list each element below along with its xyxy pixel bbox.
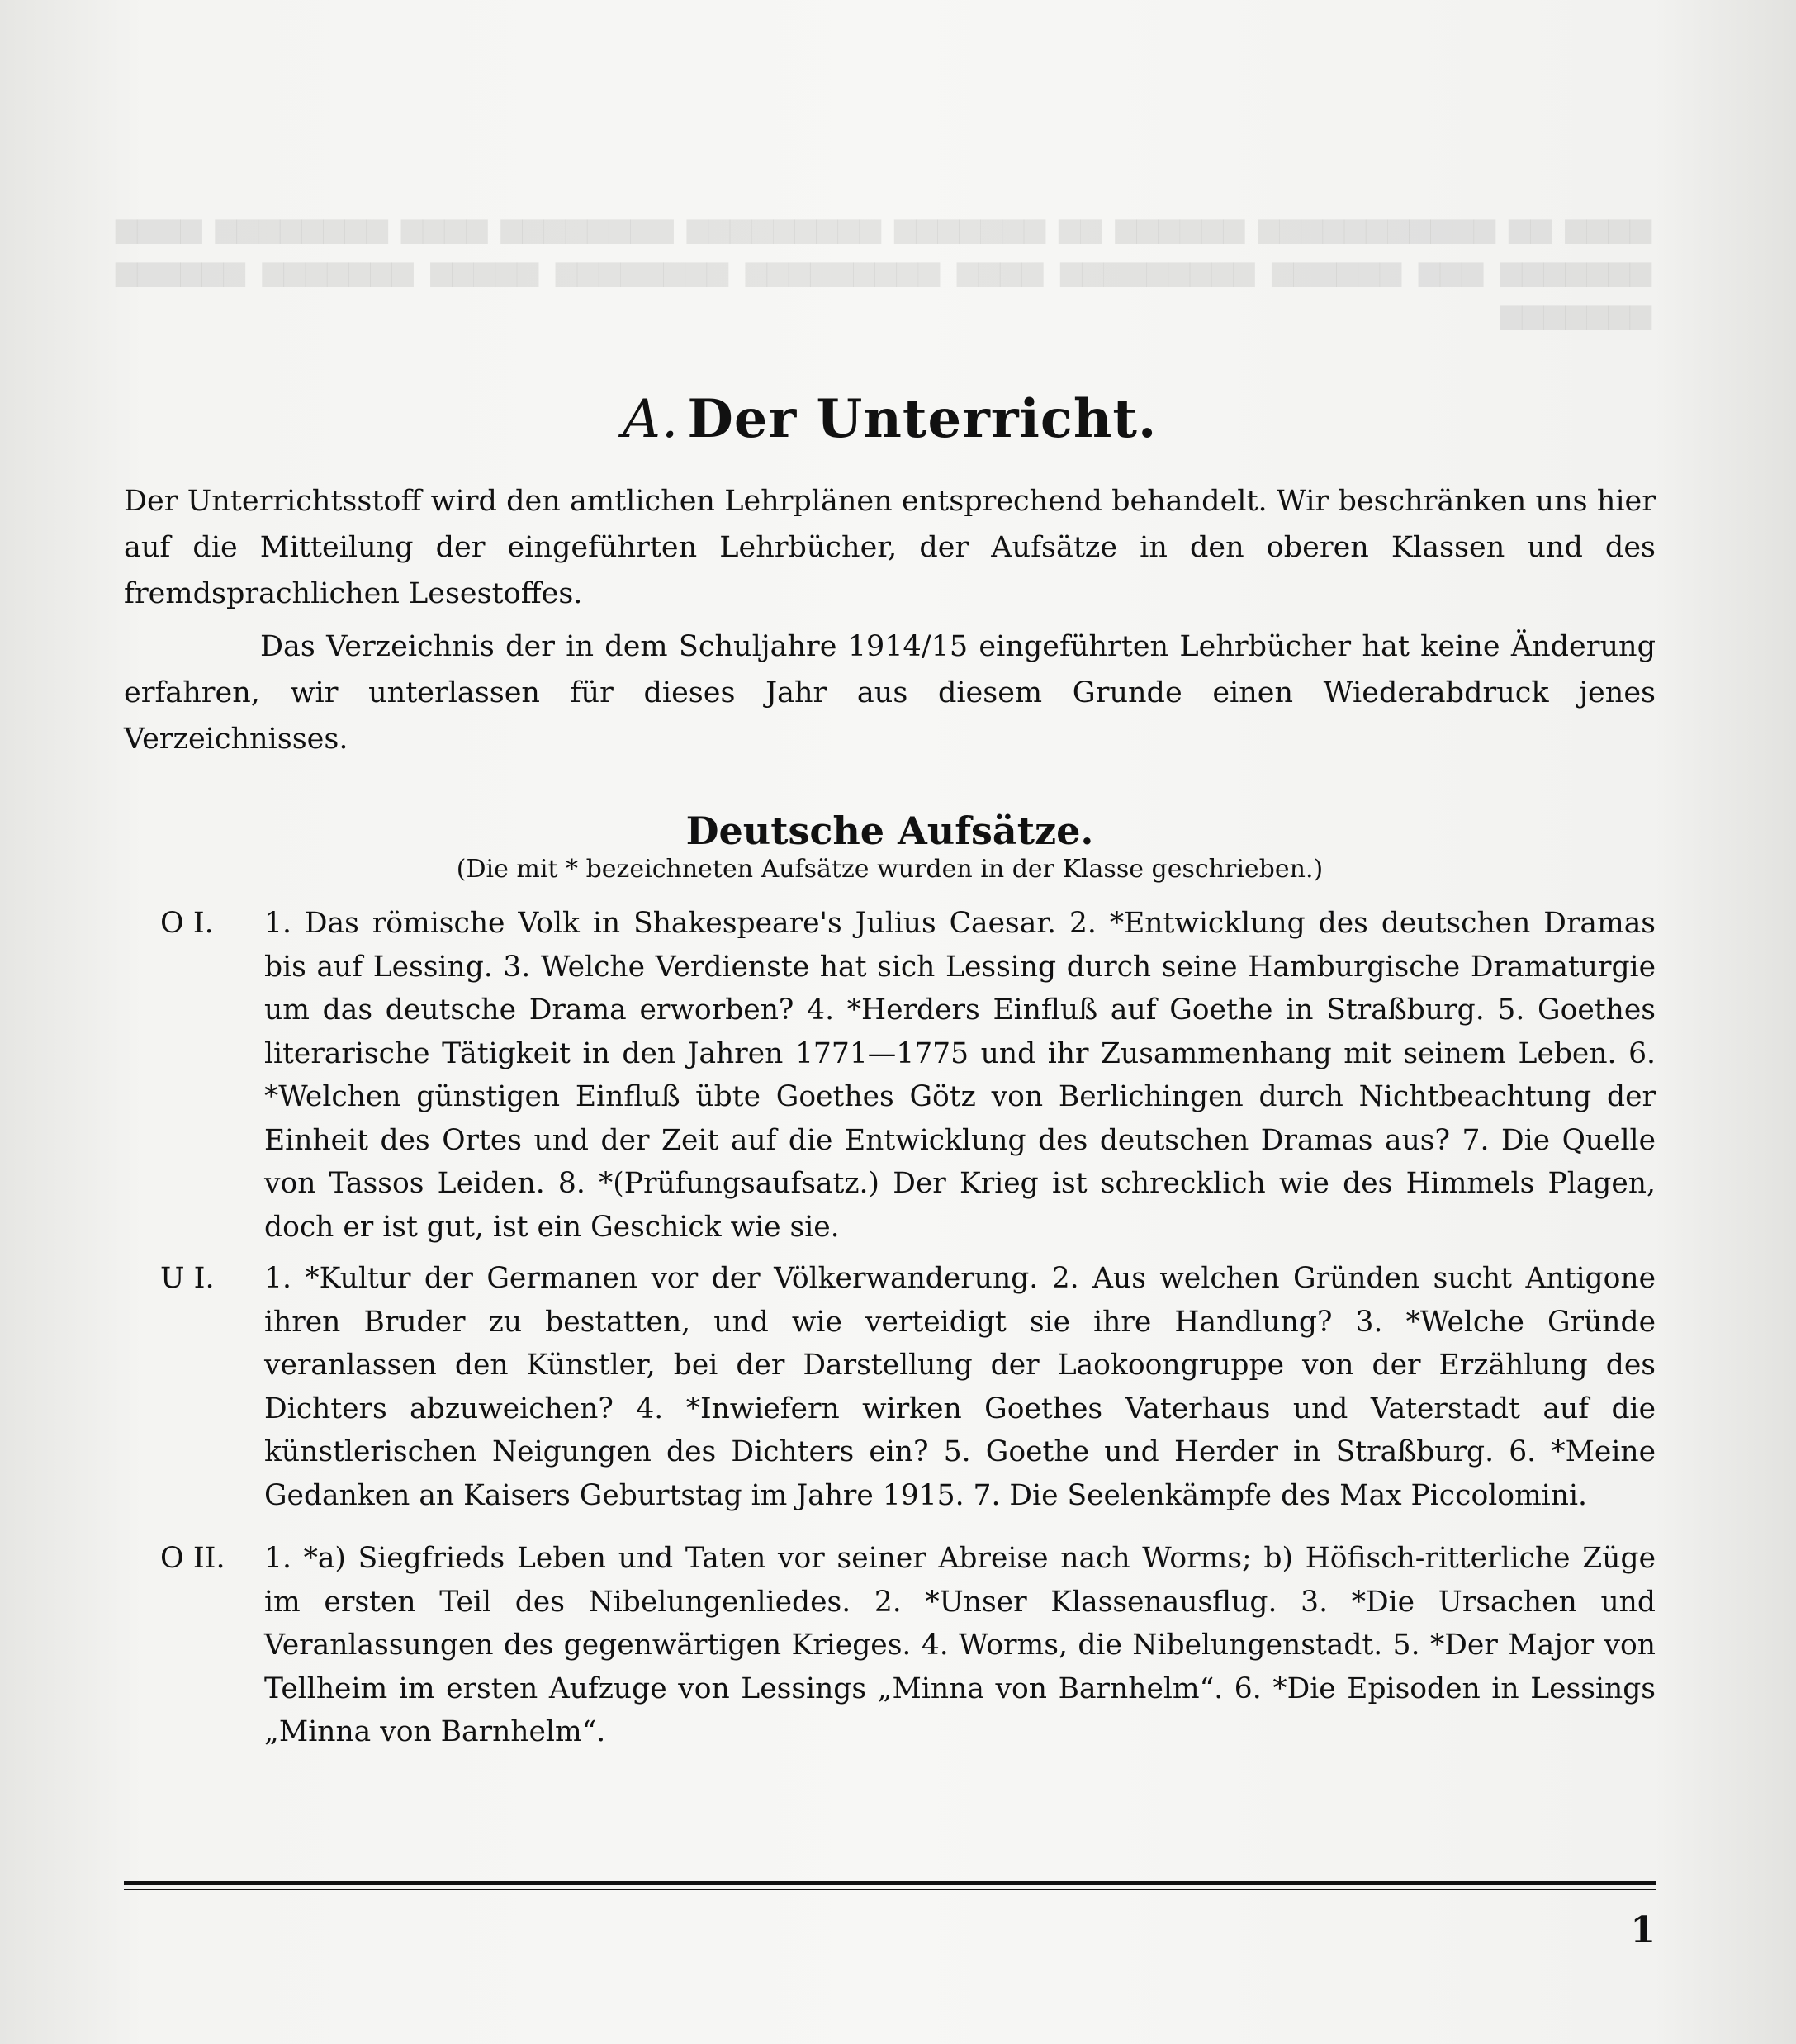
chapter-title	[124, 388, 1656, 450]
essay-list-entry	[124, 1257, 1656, 1517]
page-content	[124, 388, 1656, 1762]
essay-topics: 1. Das römische Volk in Shakespeare's Julius Caesar. 2. *Entwicklung des deutschen Dramas bis auf Lessing. 3. Welche Verdienste hat sich Lessing durch seine Hamburgische Dramaturgie um das deutsche Drama erworben? 4. *Herders Einfluß auf Goethe in Straßburg. 5. Goethes literarische Tätigkeit in den Jahren 1771—1775 und ihr Zusammenhang mit seinem Leben. 6. *Welchen günstigen Einfluß übte Goethes Götz von Berlichingen durch Nichtbeachtung der Einheit des Ortes und der Zeit auf die Entwicklung des deutschen Dramas aus? 7. Die Quelle von Tassos Leiden. 8. *(Prüfungsaufsatz.) Der Krieg ist schrecklich wie des Himmels Plagen, doch er ist gut, ist ein Geschick wie sie.	[264, 907, 1656, 1244]
chapter-title-text: Der Unterricht.	[687, 388, 1158, 450]
intro-paragraph-2: Das Verzeichnis der in dem Schuljahre 1914/15 eingeführten Lehrbücher hat keine Änderung erfahren, wir unterlassen für dieses Jahr aus diesem Grunde einen Wiederabdruck jenes Verzeichnisses.	[124, 630, 1656, 756]
essay-list-entry	[124, 1537, 1656, 1754]
class-label: O I.	[160, 907, 214, 940]
section-title: Deutsche Aufsätze.	[685, 809, 1094, 853]
section-note: (Die mit * bezeichneten Aufsätze wurden in der Klasse geschrieben.)	[456, 855, 1324, 884]
chapter-letter: A.	[622, 389, 680, 450]
intro-paragraph-1: Der Unterrichtsstoff wird den amtlichen Lehrplänen entsprechend behandelt. Wir beschränken uns hier auf die Mitteilung der eingeführten Lehrbücher, der Aufsätze in den oberen Klassen und des fremdsprachlichen Lesestoffes.	[124, 485, 1656, 610]
footer-rule-thin	[124, 1889, 1656, 1890]
class-label: U I.	[160, 1262, 215, 1295]
page-number: 1	[1630, 1909, 1656, 1952]
essay-topics: 1. *Kultur der Germanen vor der Völkerwanderung. 2. Aus welchen Gründen sucht Antigone ihren Bruder zu bestatten, und wie verteidigt sie ihre Handlung? 3. *Welche Gründe veranlassen den Künstler, bei der Darstellung der Laokoongruppe von der Erzählung des Dichters abzuweichen? 4. *Inwiefern wirken Goethes Vaterhaus und Vaterstadt auf die künstlerischen Neigungen des Dichters ein? 5. Goethe und Herder in Straßburg. 6. *Meine Gedanken an Kaisers Geburtstag im Jahre 1915. 7. Die Seelenkämpfe des Max Piccolomini.	[264, 1262, 1656, 1512]
essay-list-entry	[124, 902, 1656, 1249]
essay-topics: 1. *a) Siegfrieds Leben und Taten vor seiner Abreise nach Worms; b) Höfisch-ritterliche Züge im ersten Teil des Nibelungenliedes. 2. *Unser Klassenausflug. 3. *Die Ursachen und Veranlassungen des gegenwärtigen Krieges. 4. Worms, die Nibelungenstadt. 5. *Der Major von Tellheim im ersten Aufzuge von Lessings „Minna von Barnhelm“. 6. *Die Episoden in Lessings „Minna von Barnhelm“.	[264, 1542, 1656, 1748]
footer-rule-thick	[124, 1881, 1656, 1885]
class-label: O II.	[160, 1542, 225, 1575]
reverse-side-bleed-through: ▆▆▆▆ ▆▆ ▆▆▆▆▆▆▆▆▆▆▆ ▆▆▆▆▆▆ ▆▆ ▆▆▆▆▆▆▆ ▆▆▆▆▆▆▆▆▆ ▆▆▆▆▆▆▆▆ ▆▆▆▆ ▆▆▆▆▆▆▆▆ ▆▆▆▆ ▆▆▆▆▆▆▆ ▆▆▆ ▆▆▆▆▆▆ ▆▆▆▆▆▆▆▆▆ ▆▆▆▆ ▆▆▆▆▆▆▆▆▆ ▆▆▆▆▆▆▆▆ ▆▆▆▆▆ ▆▆▆▆▆▆▆ ▆▆▆▆▆▆ ▆▆▆▆▆▆▆	[116, 211, 1651, 330]
